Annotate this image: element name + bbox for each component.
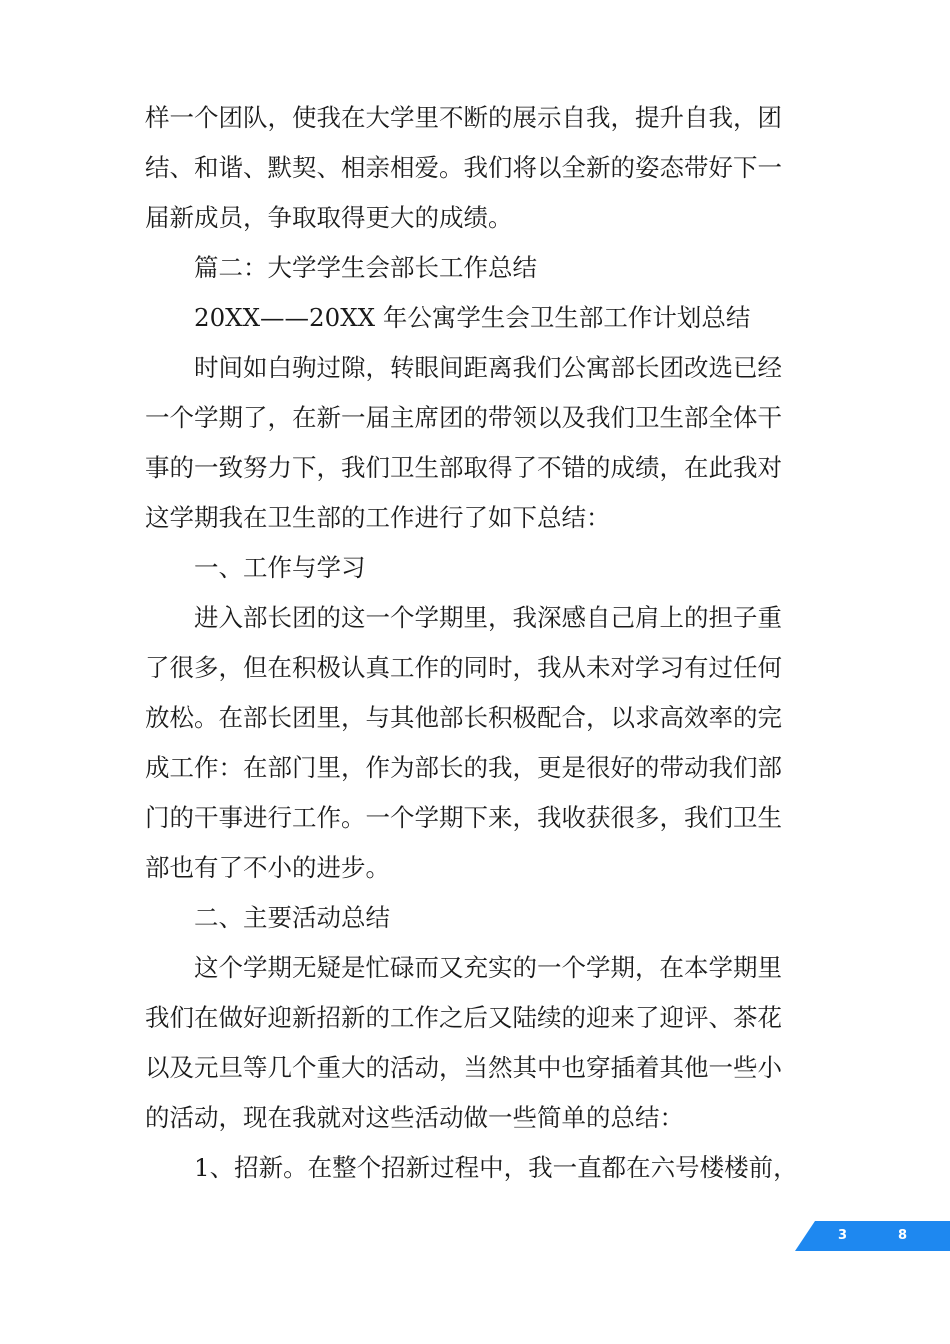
text-line: 届新成员，争取取得更大的成绩。 [145,203,513,232]
text-line: 结、和谐、默契、相亲相爱。我们将以全新的姿态带好下一 [145,153,782,182]
section-heading: 篇二：大学学生会部长工作总结 [194,253,537,282]
paragraph-start: 进入部长团的这一个学期里，我深感自己肩上的担子重 [194,603,782,632]
text-line: 我们在做好迎新招新的工作之后又陆续的迎来了迎评、茶花 [145,1003,782,1032]
document-body [145,93,810,1193]
paragraph-start: 1、招新。在整个招新过程中，我一直都在六号楼楼前， [194,1153,798,1182]
text-line: 事的一致努力下，我们卫生部取得了不错的成绩，在此我对 [145,453,782,482]
document-title: 20XX——20XX 年公寓学生会卫生部工作计划总结 [194,303,751,332]
text-line: 了很多，但在积极认真工作的同时，我从未对学习有过任何 [145,653,782,682]
current-page-number: 3 [838,1228,848,1243]
paragraph-start: 时间如白驹过隙，转眼间距离我们公寓部长团改选已经 [194,353,782,382]
text-line: 这学期我在卫生部的工作进行了如下总结： [145,503,611,532]
text-line: 部也有了不小的进步。 [145,853,390,882]
section-heading: 二、主要活动总结 [194,903,390,932]
total-page-count: 8 [898,1228,908,1243]
paragraph-start: 这个学期无疑是忙碌而又充实的一个学期，在本学期里 [194,953,782,982]
page-number-badge [795,1221,950,1251]
text-line: 以及元旦等几个重大的活动，当然其中也穿插着其他一些小 [145,1053,782,1082]
text-line: 样一个团队，使我在大学里不断的展示自我，提升自我，团 [145,103,782,132]
text-line: 的活动，现在我就对这些活动做一些简单的总结： [145,1103,684,1132]
text-line: 放松。在部长团里，与其他部长积极配合，以求高效率的完 [145,703,782,732]
page-badge-shape [795,1221,950,1251]
section-heading: 一、工作与学习 [194,553,366,582]
text-line: 成工作：在部门里，作为部长的我，更是很好的带动我们部 [145,753,782,782]
text-line: 门的干事进行工作。一个学期下来，我收获很多，我们卫生 [145,803,782,832]
text-line: 一个学期了，在新一届主席团的带领以及我们卫生部全体干 [145,403,782,432]
